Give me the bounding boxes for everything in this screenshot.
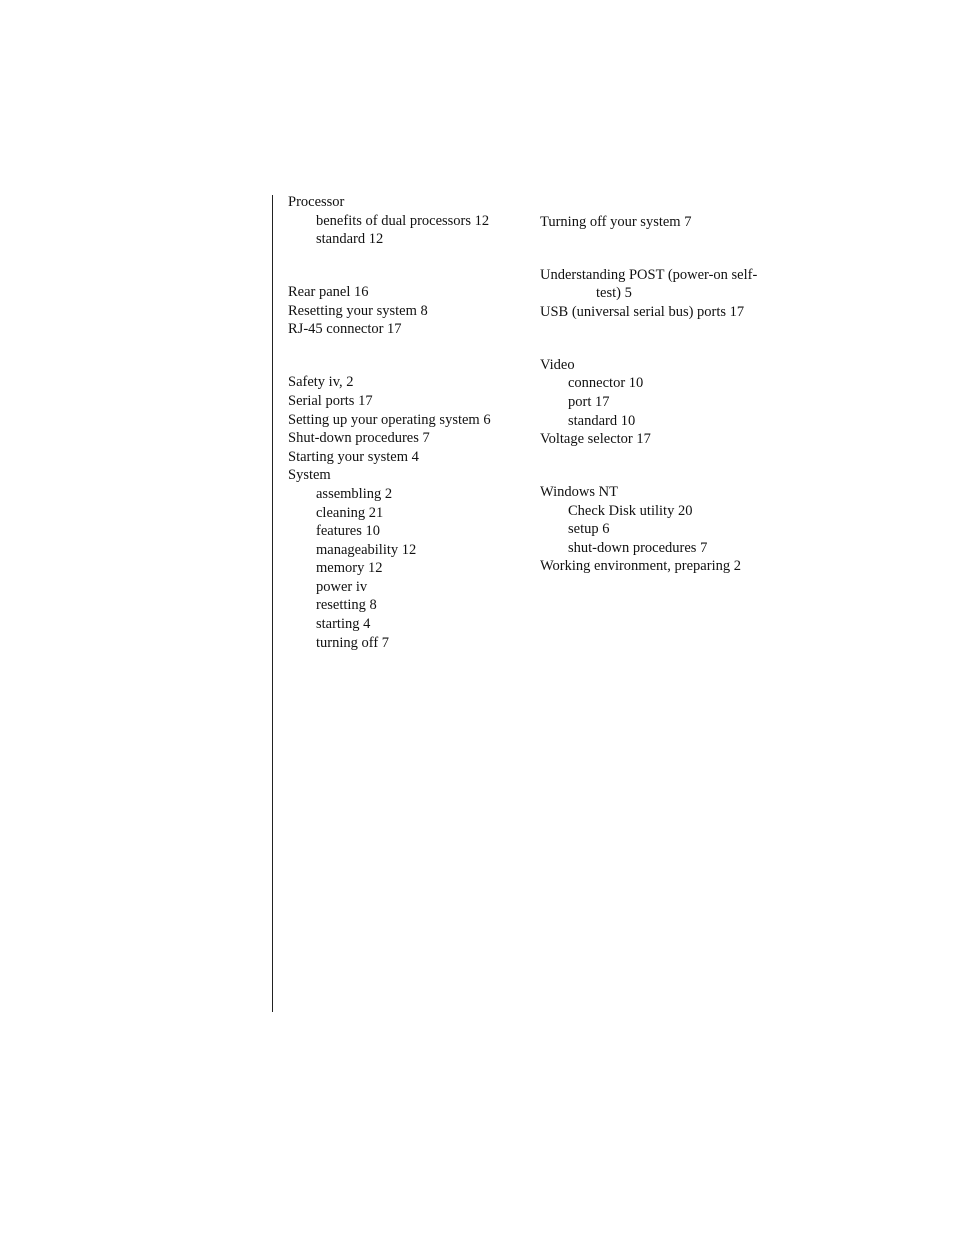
- index-entry: Processor: [288, 194, 345, 210]
- index-entry-continuation: test) 5: [596, 285, 632, 302]
- index-subentry: Check Disk utility 20: [568, 502, 693, 519]
- index-subentry: cleaning 21: [316, 504, 384, 521]
- index-entry: RJ-45 connector 17: [288, 321, 402, 338]
- margin-rule: [272, 195, 273, 1012]
- index-entry: Starting your system 4: [288, 448, 419, 465]
- index-subentry: turning off 7: [316, 634, 390, 651]
- index-entry: Resetting your system 8: [288, 302, 428, 319]
- section-gap: [288, 339, 528, 373]
- index-entry: Serial ports 17: [288, 392, 373, 409]
- index-subentry: standard 12: [316, 231, 384, 248]
- index-subentry: features 10: [316, 523, 381, 540]
- index-entry: USB (universal serial bus) ports 17: [540, 303, 745, 320]
- index-entry: Windows NT: [540, 484, 618, 501]
- index-subentry: assembling 2: [316, 485, 393, 502]
- index-entry: Working environment, preparing 2: [540, 558, 741, 575]
- section-gap: [540, 193, 780, 213]
- index-subentry: power iv: [316, 578, 368, 595]
- index-entry: Understanding POST (power-on self-: [540, 266, 758, 283]
- index-subentry: port 17: [568, 393, 610, 410]
- index-entry: Voltage selector 17: [540, 431, 651, 448]
- index-column-left: [288, 193, 528, 652]
- index-entry: System: [288, 467, 331, 484]
- index-subentry: connector 10: [568, 375, 644, 392]
- index-column-right: [540, 193, 780, 576]
- index-subentry: starting 4: [316, 616, 371, 633]
- index-subentry: manageability 12: [316, 541, 417, 558]
- index-subentry: shut-down procedures 7: [568, 539, 708, 556]
- index-entry: Safety iv, 2: [288, 374, 354, 391]
- index-subentry: benefits of dual processors 12: [316, 212, 490, 229]
- index-subentry: setup 6: [568, 521, 610, 538]
- index-entry: Video: [540, 356, 575, 373]
- section-gap: [288, 249, 528, 283]
- index-entry: Turning off your system 7: [540, 213, 692, 230]
- index-entry: Shut-down procedures 7: [288, 430, 430, 447]
- section-gap: [540, 449, 780, 483]
- section-gap: [540, 321, 780, 355]
- index-entry: Rear panel 16: [288, 284, 369, 301]
- index-subentry: resetting 8: [316, 597, 377, 614]
- section-gap: [540, 231, 780, 265]
- index-subentry: memory 12: [316, 560, 383, 577]
- index-subentry: standard 10: [568, 412, 636, 429]
- index-entry: Setting up your operating system 6: [288, 411, 491, 428]
